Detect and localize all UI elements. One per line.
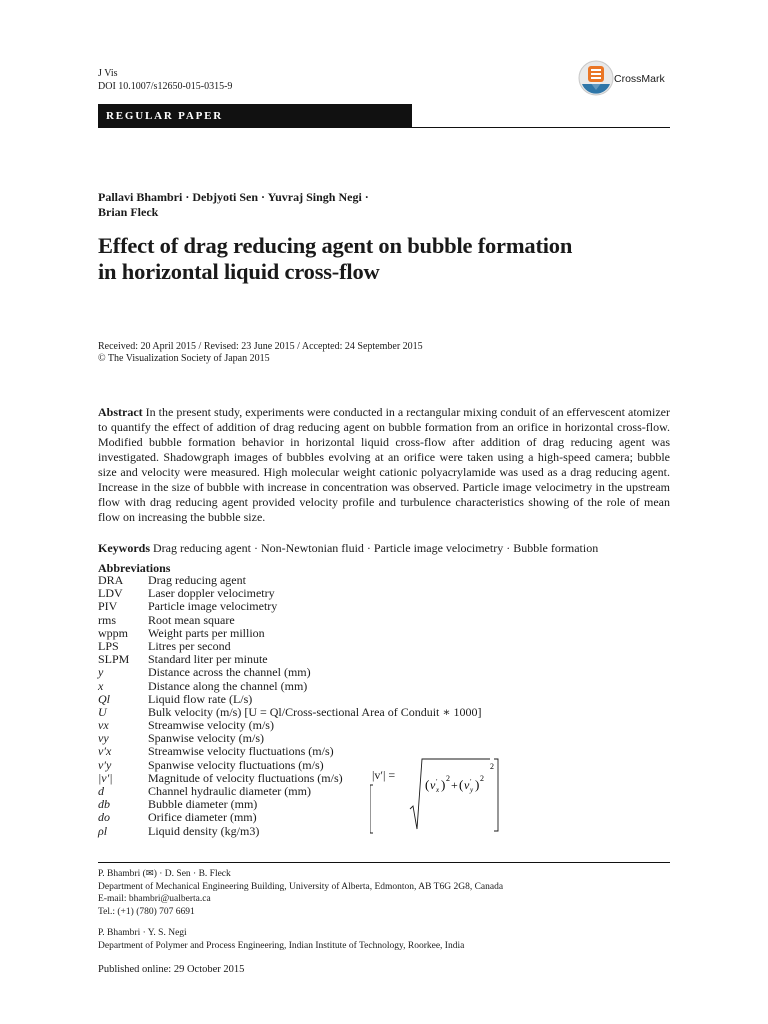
- affiliation-2: [98, 927, 464, 952]
- abbreviation-key: x: [98, 678, 104, 693]
- author-list: [98, 190, 618, 220]
- abbreviation-value: Bulk velocity (m/s) [U = Ql/Cross-sectional Area of Conduit ∗ 1000]: [148, 704, 482, 719]
- abbreviation-value: Root mean square: [148, 612, 235, 627]
- abbreviation-value: Standard liter per minute: [148, 652, 268, 667]
- affiliation-1-tel: Tel.: (+1) (780) 707 6691: [98, 906, 195, 917]
- affiliation-2-names: P. Bhambri · Y. S. Negi: [98, 928, 187, 938]
- abbreviation-value: Liquid density (kg/m3): [148, 823, 260, 838]
- copyright: © The Visualization Society of Japan 2015: [98, 353, 270, 364]
- abbreviation-key: vx: [98, 718, 109, 733]
- abbreviation-key: Ql: [98, 691, 110, 706]
- crossmark-icon: [578, 58, 614, 98]
- abbreviation-value: Drag reducing agent: [148, 573, 246, 587]
- abbreviation-value: Bubble diameter (mm): [148, 797, 258, 812]
- abbreviation-value: Streamwise velocity (m/s): [148, 718, 274, 733]
- abbreviation-key: do: [98, 810, 110, 825]
- svg-text:(: (: [425, 777, 430, 792]
- svg-text:+: +: [451, 778, 458, 792]
- footnote-rule: [98, 862, 670, 863]
- svg-text:′: ′: [470, 778, 472, 786]
- svg-text:(: (: [459, 777, 464, 792]
- history-dates: Received: 20 April 2015 / Revised: 23 June 2015 / Accepted: 24 September 2015: [98, 341, 423, 352]
- svg-text:′: ′: [436, 778, 438, 786]
- svg-text:): ): [441, 777, 446, 792]
- abbreviation-value: Magnitude of velocity fluctuations (m/s): [148, 770, 343, 785]
- title-line-2: in horizontal liquid cross-flow: [98, 259, 380, 284]
- abstract-heading: Abstract: [98, 405, 143, 419]
- abbreviation-key: vy: [98, 731, 109, 746]
- abbreviation-value: Orifice diameter (mm): [148, 810, 257, 825]
- abbreviation-value: Spanwise velocity (m/s): [148, 731, 264, 746]
- affiliation-1-department: Department of Mechanical Engineering Building, University of Alberta, Edmonton, AB T6G 2G8, Canada: [98, 881, 504, 892]
- svg-text:y: y: [470, 786, 474, 794]
- authors-line-1: Pallavi Bhambri · Debjyoti Sen · Yuvraj Singh Negi ·: [98, 190, 369, 204]
- velocity-fluctuation-formula: [370, 757, 500, 837]
- abbreviation-value: Distance along the channel (mm): [148, 678, 308, 693]
- abbreviation-value: Litres per second: [148, 638, 231, 653]
- abbreviation-key: rms: [98, 612, 116, 627]
- svg-text:2: 2: [480, 774, 484, 783]
- keywords: [98, 541, 598, 556]
- published-online: Published online: 29 October 2015: [98, 964, 245, 975]
- abbreviation-key: SLPM: [98, 652, 130, 667]
- abbreviation-key: v′y: [98, 757, 112, 772]
- crossmark-label: CrossMark: [614, 73, 665, 85]
- svg-text:): ): [475, 777, 480, 792]
- abstract-text: In the present study, experiments were conducted in a rectangular mixing conduit of an effervescent atomizer to quantify the effect of addition of drag reducing agent on bubble formation from an orifice in horizontal cross-flow. Modified bubble formation behavior in horizontal liquid cross-flow after addition of drag reducing agent was investigated. Shadowgraph images of bubbles evolving at an orifice were taken using a high-speed camera; bubble size and velocity were measured. High molecular weight cationic polyacrylamide was used as a drag reducing agent. Increase in the size of bubble with increase in concentration was observed. Particle image velocimetry in the upstream flow with drag reducing agent provided velocity profile and turbulence characteristics showing of the role of mean flow on increasing the bubble size.: [98, 405, 670, 524]
- paper-title: [98, 233, 678, 285]
- abbreviation-key: db: [98, 797, 110, 812]
- journal-name: J Vis: [98, 68, 118, 79]
- abbreviation-key: wppm: [98, 625, 128, 640]
- affiliation-1-email[interactable]: E-mail: bhambri@ualberta.ca: [98, 894, 211, 904]
- abbreviation-key: LDV: [98, 586, 123, 601]
- abbreviations-heading: Abbreviations: [98, 561, 171, 575]
- affiliation-2-department: Department of Polymer and Process Engineering, Indian Institute of Technology, Roorkee, India: [98, 940, 465, 951]
- crossmark-badge[interactable]: [574, 58, 674, 98]
- title-line-1: Effect of drag reducing agent on bubble formation: [98, 233, 573, 258]
- affiliation-1: [98, 868, 503, 918]
- header-rule: [412, 127, 670, 128]
- abbreviation-value: Particle image velocimetry: [148, 599, 278, 614]
- abbreviation-key: PIV: [98, 599, 118, 614]
- abbreviation-value: Laser doppler velocimetry: [148, 586, 275, 601]
- authors-line-2: Brian Fleck: [98, 205, 159, 219]
- section-label-bar: REGULAR PAPER: [98, 104, 412, 128]
- affiliation-1-names: P. Bhambri (✉) · D. Sen · B. Fleck: [98, 869, 231, 879]
- abbreviation-key: d: [98, 784, 104, 798]
- keywords-heading: Keywords: [98, 541, 150, 555]
- journal-info: [98, 67, 232, 93]
- svg-text:x: x: [436, 786, 440, 794]
- abbreviation-value: Distance across the channel (mm): [148, 665, 311, 680]
- abbreviation-value: Liquid flow rate (L/s): [148, 691, 253, 706]
- abbreviation-key: y: [98, 665, 104, 680]
- svg-text:v: v: [464, 778, 470, 792]
- doi[interactable]: DOI 10.1007/s12650-015-0315-9: [98, 81, 233, 92]
- svg-text:2: 2: [490, 762, 494, 771]
- abbreviation-key: |v′|: [98, 770, 113, 785]
- publication-history: [98, 341, 423, 365]
- abbreviation-key: LPS: [98, 638, 119, 653]
- abbreviation-key: U: [98, 704, 107, 719]
- abbreviation-value: Spanwise velocity fluctuations (m/s): [148, 757, 324, 772]
- abbreviation-key: DRA: [98, 573, 124, 587]
- abbreviation-value: Streamwise velocity fluctuations (m/s): [148, 744, 334, 759]
- svg-text:2: 2: [446, 774, 450, 783]
- formula-graphic: [370, 757, 500, 837]
- svg-text:v: v: [430, 778, 436, 792]
- keywords-text: Drag reducing agent · Non-Newtonian fluid · Particle image velocimetry · Bubble formation: [153, 541, 599, 555]
- abbreviation-key: v′x: [98, 744, 112, 759]
- abbreviation-value: Weight parts per million: [148, 625, 265, 640]
- abbreviation-key: ρl: [98, 823, 108, 838]
- abstract: [98, 405, 670, 525]
- abbreviation-value: Channel hydraulic diameter (mm): [148, 784, 311, 798]
- formula-lhs: |v′| =: [372, 768, 396, 782]
